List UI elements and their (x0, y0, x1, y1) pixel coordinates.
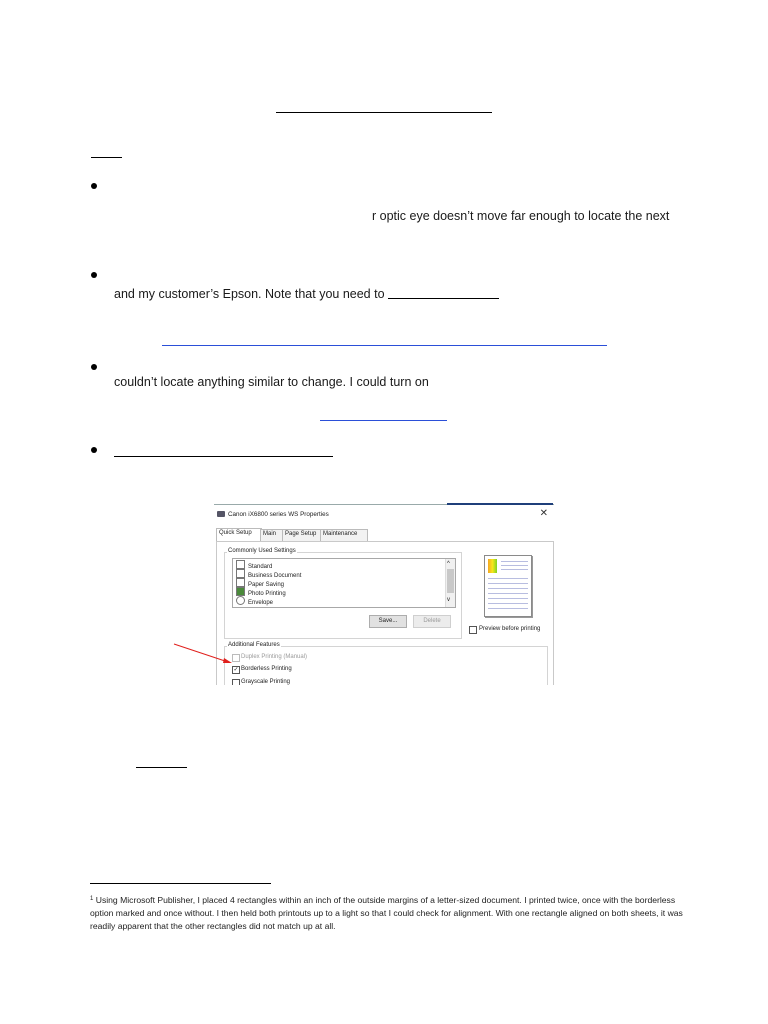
printer-icon (217, 511, 225, 517)
commonly-used-settings-label: Commonly Used Settings (228, 548, 296, 554)
borderless-printing-checkbox[interactable]: ✓ (233, 667, 239, 673)
bullet-1 (91, 183, 97, 189)
tab-quick-setup[interactable]: Quick Setup (216, 528, 262, 543)
delete-button[interactable]: Delete (413, 615, 451, 628)
bullet-2 (91, 272, 97, 278)
listbox-scrollbar[interactable] (445, 559, 455, 607)
bullet-4-underline (114, 456, 333, 457)
list-item[interactable]: Paper Saving (236, 578, 284, 587)
additional-features-label: Additional Features (228, 642, 280, 648)
scroll-up-icon[interactable]: ^ (447, 561, 450, 567)
footnote-separator (90, 883, 271, 884)
list-item[interactable]: Photo Printing (236, 587, 286, 596)
caption-underline (136, 767, 187, 768)
preview-before-printing-label: Preview before printing (479, 626, 541, 632)
scroll-down-icon[interactable]: v (447, 597, 450, 603)
duplex-printing-label: Duplex Printing (Manual) (241, 654, 308, 660)
tab-main[interactable]: Main (260, 529, 284, 543)
grayscale-printing-checkbox[interactable] (232, 679, 240, 685)
bullet-2-blank-underline (388, 298, 499, 299)
scrollbar-thumb[interactable] (447, 569, 454, 593)
print-preview-thumbnail (484, 555, 532, 617)
paper-icon (236, 578, 245, 587)
printer-properties-screenshot (214, 504, 554, 685)
red-arrow-icon (170, 640, 236, 666)
bullet-4 (91, 447, 97, 453)
footnote-text: Using Microsoft Publisher, I placed 4 rectangles within an inch of the outside margins of a letter-sized document. I printed twice, once with the borderless option marked and once without. I then held both printouts up to a light so that I could check for alignment. With one rectangle aligned on both sheets, it was readily apparent that the other rectangles did not match up at all. (90, 895, 683, 931)
list-item[interactable]: Envelope (236, 596, 273, 605)
photo-icon (236, 587, 245, 596)
screenshot-edge-highlight (447, 503, 553, 505)
bullet-3 (91, 364, 97, 370)
grayscale-printing-label: Grayscale Printing (241, 679, 291, 685)
preview-before-printing-checkbox[interactable] (469, 626, 477, 634)
tab-page-setup[interactable]: Page Setup (282, 529, 322, 543)
quick-setup-panel (216, 541, 554, 685)
list-item[interactable]: Standard (236, 560, 272, 569)
bullet-3-text: couldn’t locate anything similar to change. I could turn on (114, 375, 429, 389)
document-icon (236, 560, 245, 569)
save-button[interactable]: Save... (369, 615, 407, 628)
tab-maintenance[interactable]: Maintenance (320, 529, 368, 543)
envelope-icon (236, 596, 245, 605)
bullet-3-link-underline[interactable] (320, 420, 447, 421)
dialog-titlebar (214, 505, 554, 523)
close-icon[interactable]: ✕ (539, 508, 548, 519)
list-item[interactable]: Business Document (236, 569, 301, 578)
settings-listbox[interactable] (232, 558, 456, 608)
footnote (90, 893, 690, 933)
dialog-title: Canon iX6800 series WS Properties (228, 511, 329, 518)
footnote-marker: 1 (90, 896, 94, 902)
bullet-2-link-underline[interactable] (162, 345, 607, 346)
borderless-printing-label: Borderless Printing (241, 666, 292, 672)
bullet-1-text: r optic eye doesn’t move far enough to locate the next (372, 209, 670, 223)
document-icon (236, 569, 245, 578)
title-underline (276, 112, 492, 113)
section-heading-underline (91, 157, 122, 158)
preview-color-image (488, 559, 497, 573)
bullet-2-text: and my customer’s Epson. Note that you need to (114, 287, 385, 301)
